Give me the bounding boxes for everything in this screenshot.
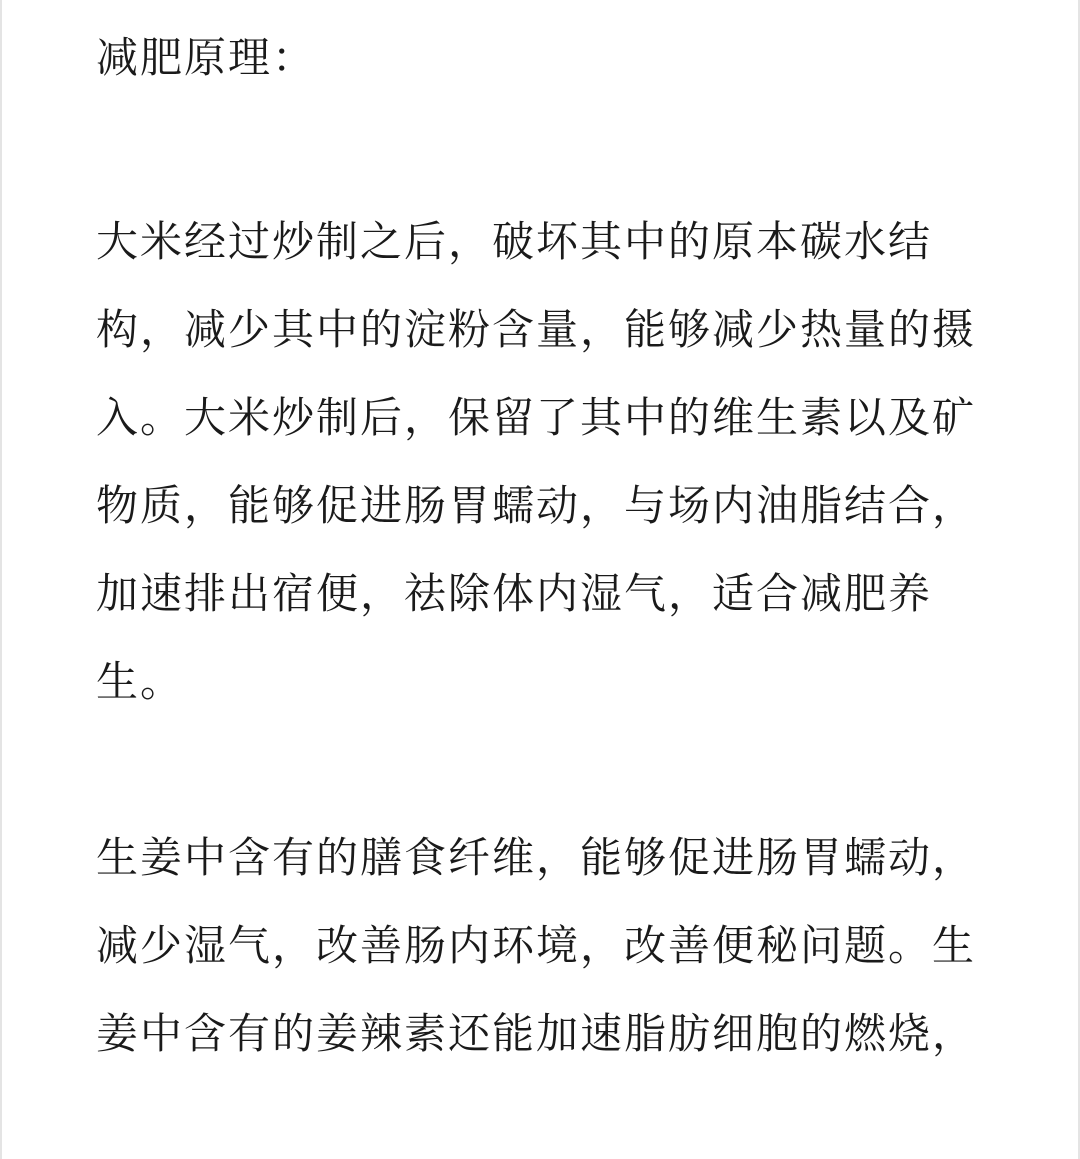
paragraph-ginger: 生姜中含有的膳食纤维，能够促进肠胃蠕动，减少湿气，改善肠内环境，改善便秘问题。生姜中含有的姜辣素还能加速脂肪细胞的燃烧， bbox=[96, 833, 977, 1058]
section-heading: 减肥原理： bbox=[96, 33, 317, 82]
paragraph-fried-rice: 大米经过炒制之后，破坏其中的原本碳水结构，减少其中的淀粉含量，能够减少热量的摄入。大米炒制后，保留了其中的维生素以及矿物质，能够促进肠胃蠕动，与场内油脂结合，加速排出宿便，祛除体内湿气，适合减肥养生。 bbox=[96, 217, 977, 706]
page-edge-left bbox=[0, 0, 2, 1159]
article-body bbox=[96, 26, 988, 1078]
